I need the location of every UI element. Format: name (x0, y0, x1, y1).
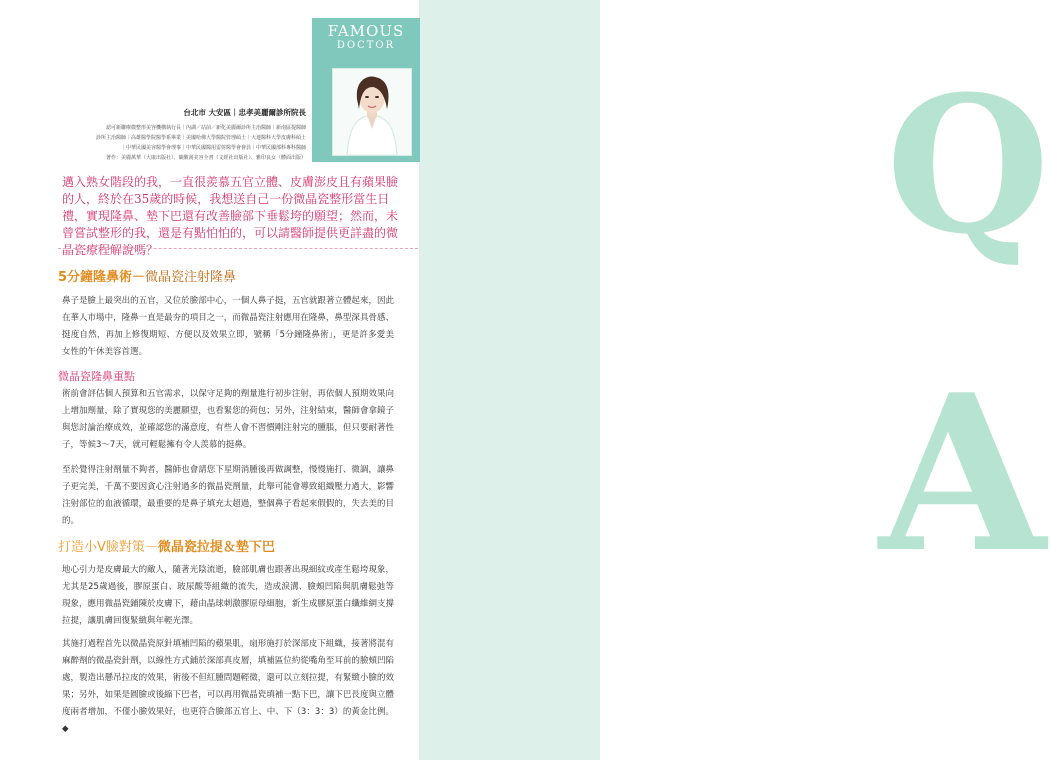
qa-side-panel (419, 0, 1050, 760)
section-title-vface (58, 540, 275, 556)
section-title-nose (58, 270, 236, 286)
section-title-rest: 微晶瓷拉提＆墊下巴 (157, 540, 275, 555)
section-title-rest: 微晶瓷注射隆鼻 (145, 270, 237, 285)
bio-line: ｜中華民國美容醫學會理事｜中華民國醫用雷射醫學會會員｜中華民國部科專科醫師 (120, 145, 306, 151)
bio-line: 著作：美麗萬華（大康出版社）、碳酸刮美容全書（文經社出版社）、雅印良女（體面出版） (105, 155, 306, 161)
dashed-divider (58, 248, 418, 249)
subsection-body: 術前會評估個人預算和五官需求，以保守足夠的劑量進行初步注射，再依個人預期效果向上增加劑量，除了實現您的美麗願望，也看緊您的荷包；另外，注射結束，醫師會拿鏡子與您討論治療成效，並確認您的滿意度，有些人會不習慣剛注射完的腫脹，但只要耐著性子，等候3～7天，就可輕鬆擁有令人羨慕的挺鼻。 (62, 389, 394, 450)
famous-label: FAMOUS (327, 22, 405, 40)
doctor-portrait (332, 68, 412, 156)
doctor-photo (312, 18, 420, 162)
reader-question: 邁入熟女階段的我，一直很羨慕五官立體、皮膚澎皮且有蘋果臉的人，終於在35歲的時候，我想送自己一份微晶瓷整形當生日禮，實現隆鼻、墊下巴還有改善臉部下垂鬆垮的願望；然而，未曾嘗試整形的我，還是有點怕怕的，可以請醫師提供更詳盡的微晶瓷療程解說嗎？ (62, 175, 399, 257)
section-body: 其施打過程首先以微晶瓷原針填補凹陷的蘋果肌，扇形施打於深部皮下組織，接著將混有麻醉劑的微晶瓷針劑，以線性方式鋪於深部真皮層，填補區位約從嘴角至耳前的臉頰凹陷處，製造出懸吊拉皮的效果，術後不但紅腫問題輕微，還可以立刻拉提，有緊緻小臉的效果；另外，如果是圓臉或後縮下巴者，可以再用微晶瓷填補一點下巴，讓下巴長度與立體度兩者增加，不僅小臉效果好，也更符合臉部五官上、中、下（3：3：3）的黃金比例。◆ (62, 639, 394, 734)
doctor-bio (0, 107, 306, 163)
subsection-title: 微晶瓷隆鼻重點 (58, 370, 135, 383)
doctor-label: DOCTOR (336, 40, 396, 51)
bio-line: 認可新聯療微整形美容機構執行長｜內湖／站前／新化美麗爾診所主治醫師｜新南區提醫師 (105, 125, 306, 131)
bio-line: 診所主治醫師｜高雄醫學院醫學系畢業｜美國哈佛大學醫院管理碩士｜大連醫科大學皮膚科碩士 (95, 135, 306, 141)
section-body: 地心引力是皮膚最大的敵人，隨著光陰流逝，臉部肌膚也跟著出現細紋或產生鬆垮現象，尤其是25歲過後，膠原蛋白、玻尿酸等組織的流失，造成淚溝、臉頰凹陷與肌膚鬆弛等現象，應用微晶瓷鋪陳於皮膚下，藉由晶球刺激膠原母細胞，新生成膠原蛋白纖維網支撐拉提，讓肌膚回復緊緻與年輕光澤。 (62, 565, 394, 626)
section-title-lead: 打造小V臉對策－ (58, 540, 158, 555)
section-title-lead: 5分鐘隆鼻術－ (58, 270, 146, 285)
doctor-name: 台北市 大安區｜忠孝美麗爾診所院長 (183, 108, 306, 117)
letter-q: Q (886, 55, 1050, 276)
subsection-body: 至於覺得注射劑量不夠者，醫師也會請您下星期消腫後再做調整，慢慢施打、微調，讓鼻子更完美，千萬不要因貪心注射過多的微晶瓷劑量，此舉可能會導致組織壓力過大，影響注射部位的血液循環，最重要的是鼻子填充太超過，整個鼻子看起來假假的，失去美的目的。 (62, 465, 394, 526)
letter-a: A (879, 347, 1046, 600)
section-body: 鼻子是臉上最突出的五官，又位於臉部中心，一個人鼻子挺，五官就跟著立體起來，因此在華人市場中，隆鼻一直是最夯的項目之一，而微晶瓷注射應用在隆鼻，鼻型深具骨感、挺度自然，再加上修復期短、方便以及效果立即，號稱「5分鐘隆鼻術」，更是許多愛美女性的午休美容首選。 (62, 296, 394, 357)
